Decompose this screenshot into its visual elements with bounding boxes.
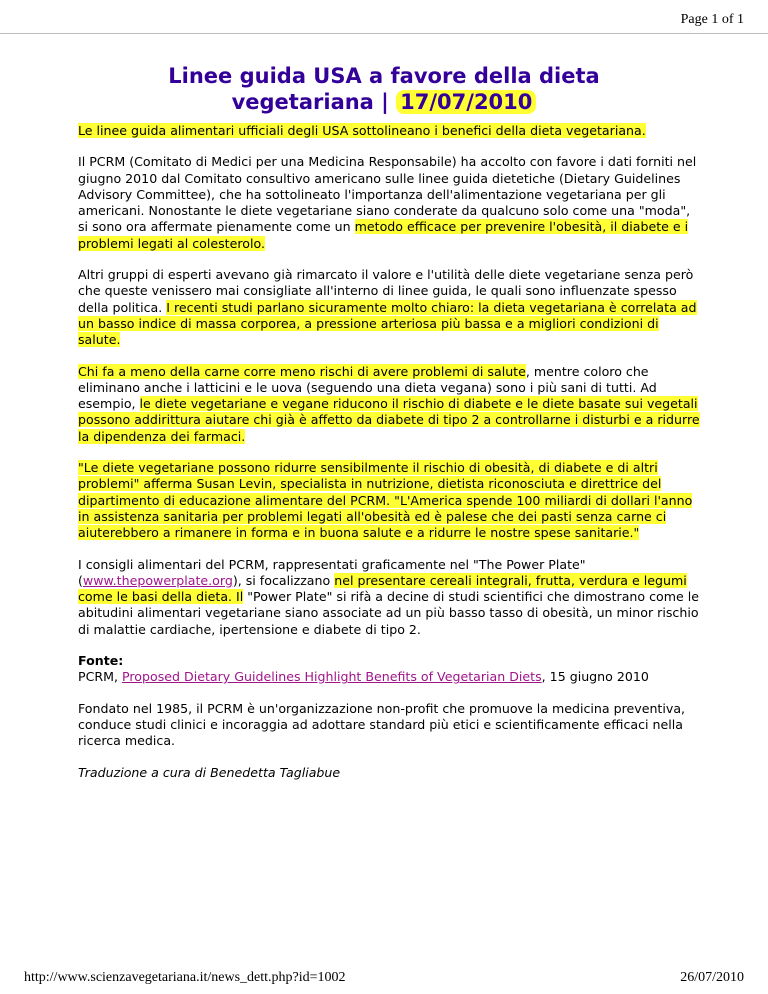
p1-text: Il PCRM (Comitato di Medici per una Medicina Responsabile) ha accolto con favore i dati forniti nel giugno 2010 dal Comitato consultivo americano sulle linee guida dietetiche (Dietary Guidelines Advisory Committee), che ha sottolineato l'importanza dell'alimentazione vegetariana per gli americani. Nonostante le diete vegetariane siano conderate da qualcuno solo come una "moda", si sono ora affermate pienamente come un xyxy=(78,154,697,235)
title-line-2-prefix: vegetariana | xyxy=(231,90,397,114)
p5-text-b: ), si focalizzano xyxy=(232,572,335,588)
paragraph-2 xyxy=(78,267,703,348)
title-date-badge: 17/07/2010 xyxy=(396,90,536,114)
paragraph-6: Fondato nel 1985, il PCRM è un'organizzazione non-profit che promuove la medicina preventiva, conduce studi clinici e incoraggia ad adottare standard più etici e scientificamente efficaci nella ricerca medica. xyxy=(78,700,686,749)
source-title: Fonte: xyxy=(78,653,124,669)
paragraph-4 xyxy=(78,460,703,541)
header-divider xyxy=(0,33,768,34)
footer-url: http://www.scienzavegetariana.it/news_dett.php?id=1002 xyxy=(24,970,346,985)
source-article-link[interactable]: Proposed Dietary Guidelines Highlight Benefits of Vegetarian Diets xyxy=(122,669,542,685)
p1-highlight: metodo efficace per prevenire l'obesità, il diabete e i problemi legati al colesterolo. xyxy=(78,219,689,251)
footer-date: 26/07/2010 xyxy=(680,970,744,985)
source-block xyxy=(78,653,703,686)
paragraph-5 xyxy=(78,557,703,638)
p2-text: Altri gruppi di esperti avevano già rimarcato il valore e l'utilità delle diete vegetariane senza però che queste venissero mai consigliate all'interno di linee guida, le quali sono influenzate spesso della politica. xyxy=(78,267,694,315)
p2-highlight: I recenti studi parlano sicuramente molto chiaro: la dieta vegetariana è correlata ad un basso indice di massa corporea, a pressione arteriosa più bassa e a migliori condizioni di salute. xyxy=(78,299,697,348)
p5-highlight: nel presentare cereali integrali, frutta, verdura e legumi come le basi della dieta. Il xyxy=(78,572,687,605)
intro-paragraph xyxy=(78,123,703,139)
source-prefix: PCRM, xyxy=(78,669,123,685)
p5-text-a: I consigli alimentari del PCRM, rappresentati graficamente nel "The Power Plate" ( xyxy=(78,556,586,588)
page-number-label: Page 1 of 1 xyxy=(680,12,744,27)
intro-highlight: Le linee guida alimentari ufficiali degli USA sottolineano i benefici della dieta vegetariana. xyxy=(78,123,646,138)
powerplate-link[interactable]: www.thepowerplate.org xyxy=(82,572,233,588)
source-suffix: , 15 giugno 2010 xyxy=(541,669,649,685)
paragraph-1 xyxy=(78,154,703,252)
p5-text-c: "Power Plate" si rifà a decine di studi scientifici che dimostrano come le abitudini alimentari vegetariane siano associate ad un più basso tasso di obesità, un minor rischio di malattie cardiache, ipertensione e diabete di tipo 2. xyxy=(78,589,700,637)
article-title xyxy=(0,63,768,115)
p3-text: , mentre coloro che eliminano anche i latticini e le uova (seguendo una dieta vegana) sono i più sani di tutti. Ad esempio, xyxy=(78,363,657,412)
p3-highlight-2: le diete vegetariane e vegane riducono il rischio di diabete e le diete basate sui vegetali possono addirittura aiutare chi già è affetto da diabete di tipo 2 a controllarne i disturbi e a ridurre la dipendenza dei farmaci. xyxy=(78,396,700,444)
title-line-1: Linee guida USA a favore della dieta xyxy=(168,64,600,88)
article-body xyxy=(78,123,703,796)
paragraph-3 xyxy=(78,364,703,445)
p3-highlight-1: Chi fa a meno della carne corre meno rischi di avere problemi di salute xyxy=(78,363,526,379)
translation-credit: Traduzione a cura di Benedetta Tagliabue xyxy=(78,764,341,780)
p4-quote-highlight: "Le diete vegetariane possono ridurre sensibilmente il rischio di obesità, di diabete e di altri problemi" afferma Susan Levin, specialista in nutrizione, dietista riconosciuta e direttrice del dipartimento di educazione alimentare del PCRM. "L'America spende 100 miliardi di dollari l'anno in assistenza sanitaria per problemi legati all'obesità ed è palese che dei pasti senza carne ci aiuterebbero a rimanere in forma e in buona salute e a ridurre le nostre spese sanitarie." xyxy=(78,460,693,541)
